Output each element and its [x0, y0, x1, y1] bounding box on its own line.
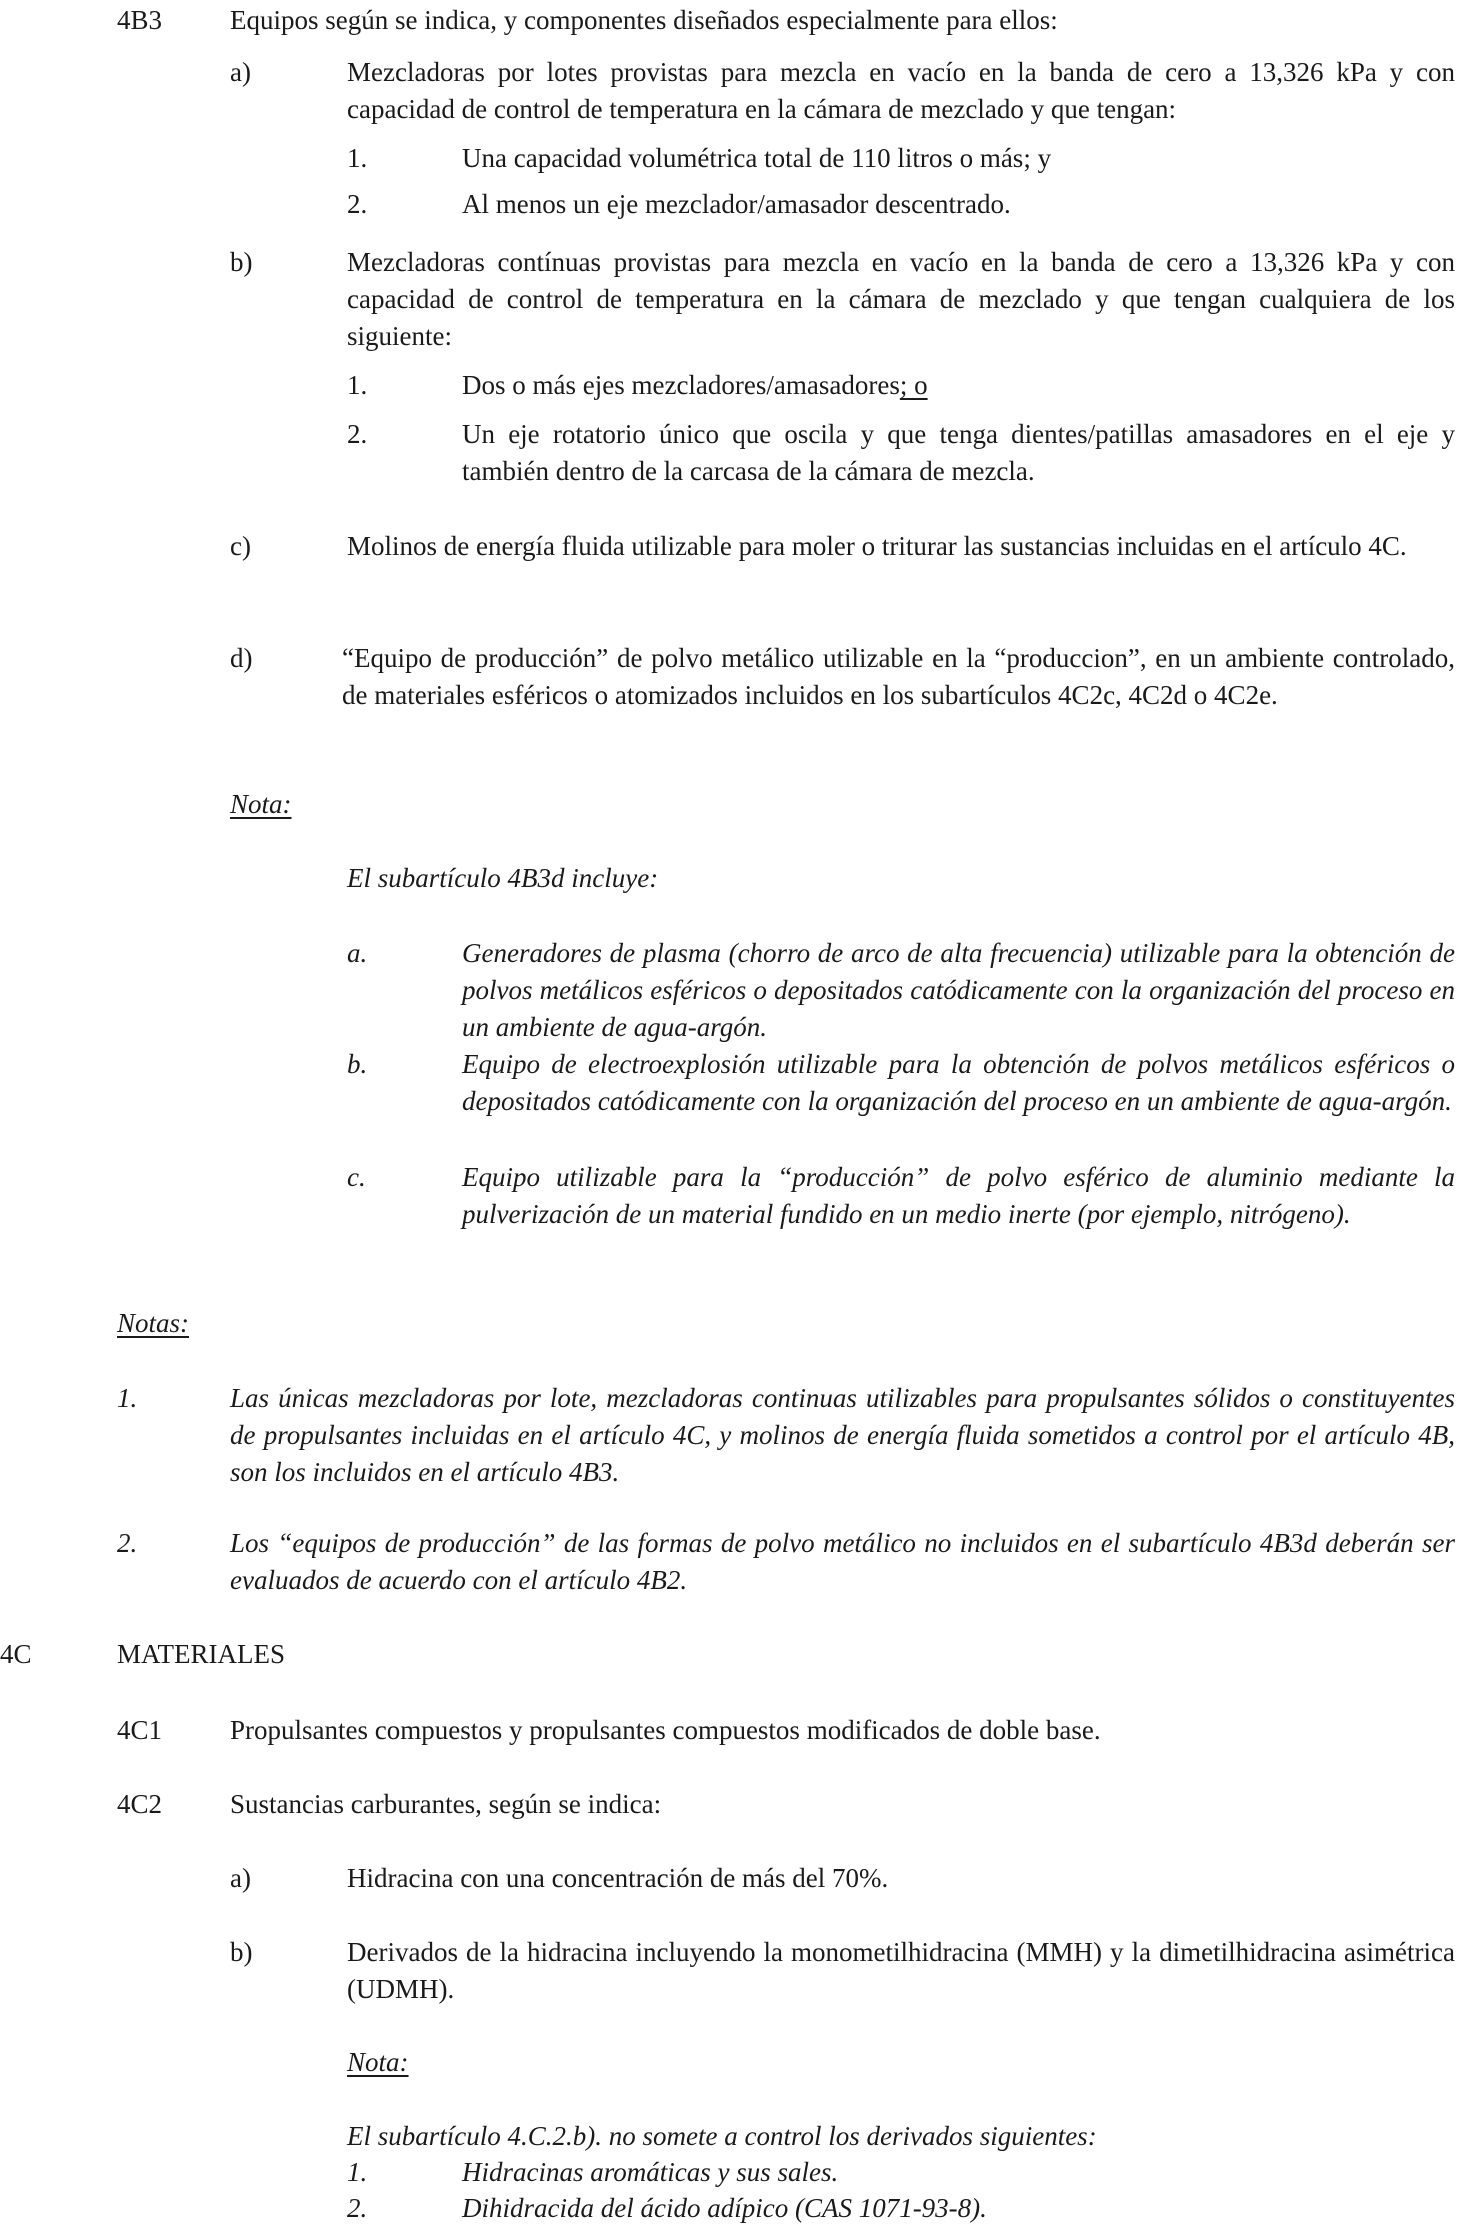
section-code-4b3: 4B3	[117, 5, 163, 35]
notas-1-num: 1.	[117, 1383, 138, 1413]
item-4c2-b-text: Derivados de la hidracina incluyendo la monometilhidracina (MMH) y la dimetilhidracina asimétrica (UDMH).	[347, 1937, 1455, 2004]
item-4c2-a-text: Hidracina con una concentración de más del 70%.	[347, 1863, 889, 1893]
item-d-text: “Equipo de producción” de polvo metálico utilizable en la “produccion”, en un ambiente controlado, de materiales esféricos o atomizados incluidos en los subartículos 4C2c, 4C2d o 4C2e.	[342, 643, 1455, 710]
notas-2-num: 2.	[117, 1528, 138, 1558]
item-4c2-a-label: a)	[230, 1863, 251, 1893]
nota-4b3-c-text: Equipo utilizable para la “producción” de polvo esférico de aluminio mediante la pulverización de un material fundido en un medio inerte (por ejemplo, nitrógeno).	[462, 1162, 1455, 1229]
item-b-text: Mezcladoras contínuas provistas para mezcla en vacío en la banda de cero a 13,326 kPa y con capacidad de control de temperatura en la cámara de mezclado y que tengan cualquiera de los siguiente:	[347, 247, 1455, 351]
item-d-label: d)	[230, 643, 253, 673]
item-b-1-num: 1.	[347, 370, 368, 400]
item-4c1-code: 4C1	[117, 1715, 163, 1745]
nota-4c2-intro: El subartículo 4.C.2.b). no somete a control los derivados siguientes:	[347, 2121, 1097, 2151]
notas-1-text: Las únicas mezcladoras por lote, mezcladoras continuas utilizables para propulsantes sólidos o constituyentes de propulsantes incluidas en el artículo 4C, y molinos de energía fluida sometidos a control por el artículo 4B, son los incluidos en el artículo 4B3.	[230, 1383, 1455, 1487]
item-a-2-num: 2.	[347, 189, 368, 219]
item-b-label: b)	[230, 247, 253, 277]
item-4c2-text: Sustancias carburantes, según se indica:	[230, 1789, 662, 1819]
section-title-4c: MATERIALES	[117, 1639, 285, 1669]
nota-4c2-1-text: Hidracinas aromáticas y sus sales.	[462, 2157, 839, 2187]
nota-4b3-a-letter: a.	[347, 938, 368, 968]
nota-4b3-c-letter: c.	[347, 1162, 366, 1192]
section-title-4b3: Equipos según se indica, y componentes diseñados especialmente para ellos:	[230, 5, 1058, 35]
nota-4b3-b-text: Equipo de electroexplosión utilizable para la obtención de polvos metálicos esféricos o depositados catódicamente con la organización del proceso en un ambiente de agua-argón.	[462, 1049, 1455, 1116]
item-4c2-code: 4C2	[117, 1789, 163, 1819]
item-c-label: c)	[230, 531, 251, 561]
item-b-1-text: Dos o más ejes mezcladores/amasadores; o	[462, 370, 928, 400]
notas-2-text: Los “equipos de producción” de las formas de polvo metálico no incluidos en el subartículo 4B3d deberán ser evaluados de acuerdo con el artículo 4B2.	[230, 1528, 1455, 1595]
nota-4b3-b-letter: b.	[347, 1049, 368, 1079]
item-4c2-b-label: b)	[230, 1937, 253, 1967]
item-a-1-text: Una capacidad volumétrica total de 110 litros o más; y	[462, 143, 1052, 173]
notas-heading: Notas:	[117, 1308, 190, 1338]
item-c-text: Molinos de energía fluida utilizable para moler o triturar las sustancias incluidas en el artículo 4C.	[347, 531, 1407, 561]
item-a-label: a)	[230, 57, 251, 87]
item-4c1-text: Propulsantes compuestos y propulsantes compuestos modificados de doble base.	[230, 1715, 1101, 1745]
item-b-1-underlined-tail: ; o	[899, 370, 928, 400]
item-b-2-num: 2.	[347, 419, 368, 449]
section-code-4c: 4C	[0, 1639, 32, 1669]
nota-4c2-2-num: 2.	[347, 2193, 368, 2223]
item-a-2-text: Al menos un eje mezclador/amasador descentrado.	[462, 189, 1011, 219]
nota-4c2-heading: Nota:	[347, 2047, 409, 2077]
nota-4c2-1-num: 1.	[347, 2157, 368, 2187]
nota-4b3-intro: El subartículo 4B3d incluye:	[347, 863, 659, 893]
nota-4b3-heading: Nota:	[230, 789, 292, 819]
nota-4c2-2-text: Dihidracida del ácido adípico (CAS 1071-93-8).	[462, 2193, 987, 2223]
item-b-2-text: Un eje rotatorio único que oscila y que tenga dientes/patillas amasadores en el eje y también dentro de la carcasa de la cámara de mezcla.	[462, 419, 1455, 486]
item-a-1-num: 1.	[347, 143, 368, 173]
nota-4b3-a-text: Generadores de plasma (chorro de arco de alta frecuencia) utilizable para la obtención de polvos metálicos esféricos o depositados catódicamente con la organización del proceso en un ambiente de agua-argón.	[462, 938, 1455, 1042]
item-a-text: Mezcladoras por lotes provistas para mezcla en vacío en la banda de cero a 13,326 kPa y con capacidad de control de temperatura en la cámara de mezclado y que tengan:	[347, 57, 1455, 124]
